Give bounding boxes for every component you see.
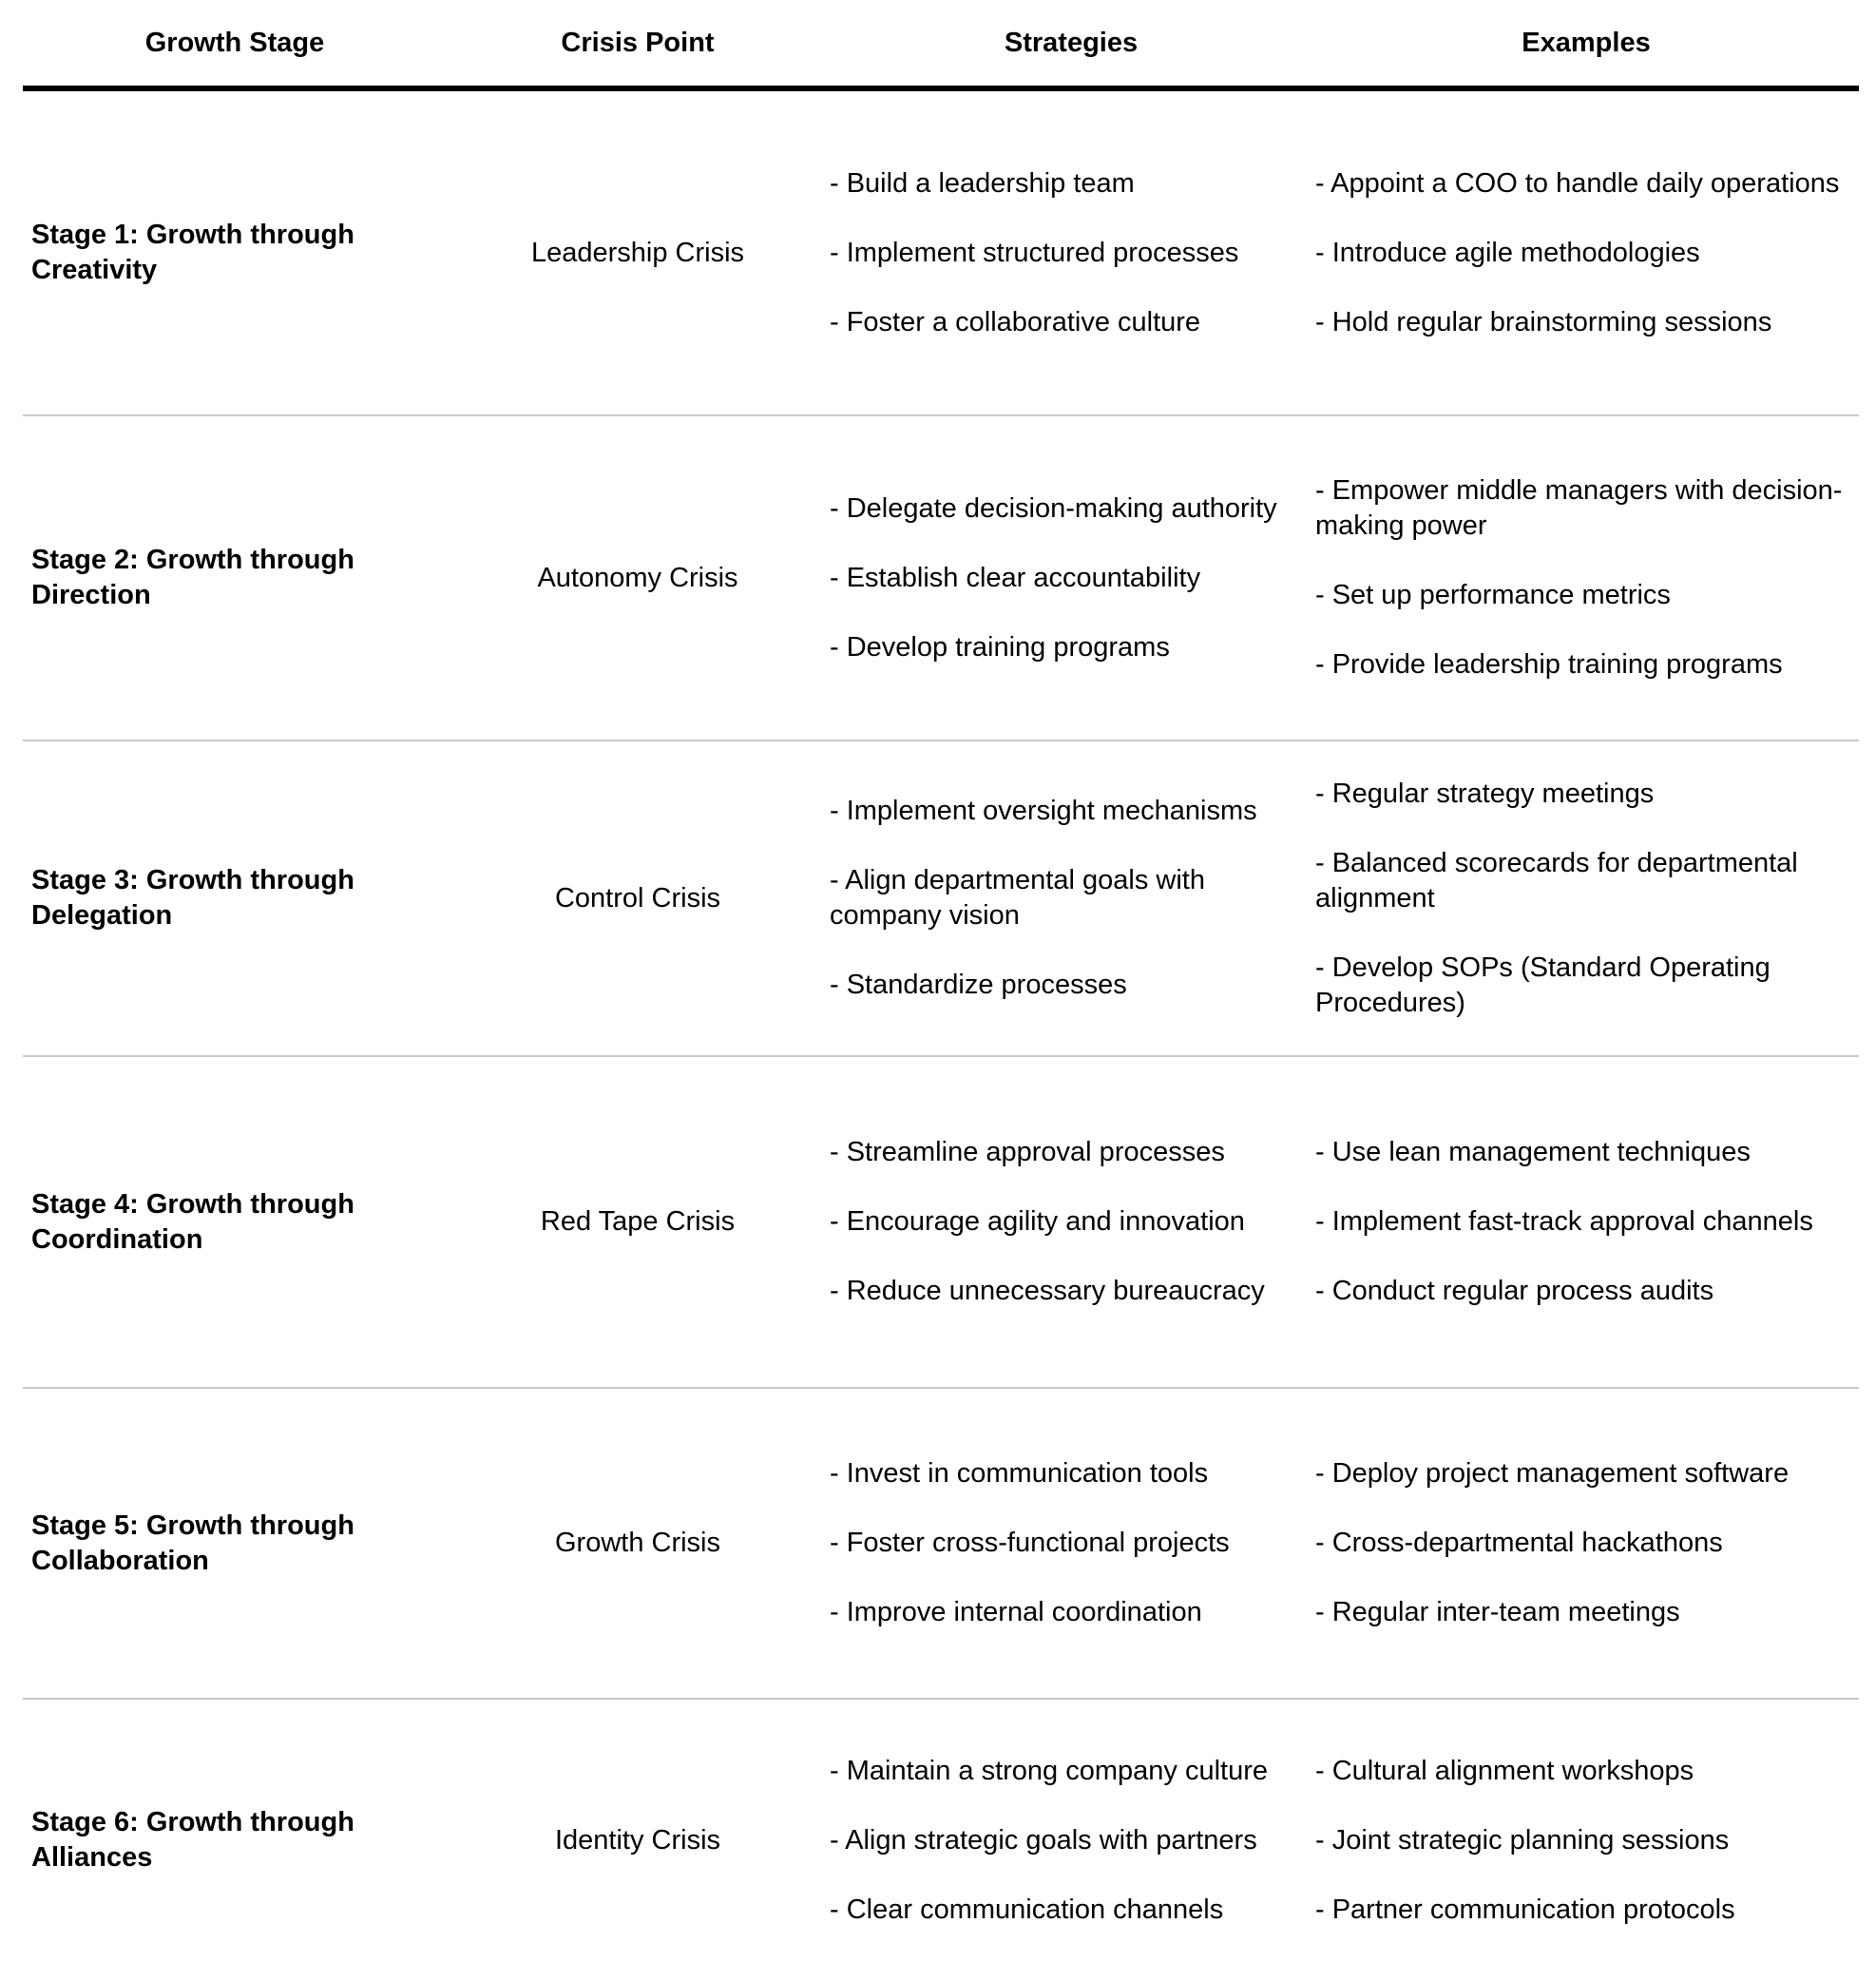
example-item: - Regular inter-team meetings [1315,1597,1680,1627]
growth-stage-cell: Stage 1: Growth through Creativity [31,220,354,285]
strategy-item: - Maintain a strong company culture [830,1755,1268,1786]
example-item: - Hold regular brainstorming sessions [1315,306,1772,337]
strategies-cell [829,1754,1313,1928]
example-item: - Deploy project management software [1315,1458,1790,1489]
table-row [23,91,1859,416]
example-item: - Regular strategy meetings [1315,778,1655,809]
table-row [23,1389,1859,1700]
examples-cell [1313,1456,1859,1630]
table-row [23,1057,1859,1389]
strategy-item: - Develop training programs [830,631,1170,663]
growth-stages-table [23,0,1859,1981]
example-item: - Cross-departmental hackathons [1315,1528,1723,1558]
strategy-item: - Encourage agility and innovation [830,1206,1245,1237]
growth-stage-cell: Stage 5: Growth through Collaboration [31,1510,354,1576]
strategy-item: - Foster a collaborative culture [830,306,1201,337]
example-item: - Balanced scorecards for departmental alignment [1315,847,1798,914]
growth-stage-cell: Stage 3: Growth through Delegation [31,865,354,931]
strategy-item: - Reduce unnecessary bureaucracy [830,1276,1265,1306]
example-item: - Partner communication protocols [1315,1894,1735,1925]
strategy-item: - Delegate decision-making authority [830,492,1277,524]
table-row [23,741,1859,1057]
strategy-item: - Invest in communication tools [830,1458,1209,1489]
strategy-item: - Build a leadership team [830,167,1135,199]
strategies-cell [829,1135,1313,1309]
crisis-point-cell: Autonomy Crisis [537,562,738,593]
table-row [23,1700,1859,1981]
examples-cell [1313,166,1859,340]
growth-stage-cell: Stage 6: Growth through Alliances [31,1807,354,1873]
examples-cell [1313,1135,1859,1309]
strategy-item: - Implement structured processes [830,237,1239,268]
example-item: - Use lean management techniques [1315,1137,1751,1167]
crisis-point-cell: Red Tape Crisis [540,1206,736,1237]
crisis-point-cell: Control Crisis [554,882,721,914]
growth-stage-cell: Stage 2: Growth through Direction [31,545,354,610]
header-crisis-point: Crisis Point [561,27,715,58]
strategies-cell [829,491,1313,665]
strategy-item: - Streamline approval processes [830,1137,1225,1167]
strategy-item: - Align strategic goals with partners [830,1824,1257,1856]
strategy-item: - Align departmental goals with company vision [830,865,1205,931]
header-growth-stage: Growth Stage [144,27,325,58]
examples-cell [1313,777,1859,1021]
crisis-point-cell: Identity Crisis [554,1824,721,1856]
strategy-item: - Implement oversight mechanisms [830,796,1257,826]
example-item: - Conduct regular process audits [1315,1276,1714,1306]
strategy-item: - Establish clear accountability [830,562,1201,593]
example-item: - Joint strategic planning sessions [1315,1824,1730,1856]
growth-stage-cell: Stage 4: Growth through Coordination [31,1188,354,1255]
table-header [23,0,1859,91]
strategies-cell [829,166,1313,340]
strategy-item: - Improve internal coordination [830,1597,1202,1627]
example-item: - Set up performance metrics [1315,580,1671,610]
strategy-item: - Foster cross-functional projects [830,1528,1230,1558]
table-body [23,91,1859,1981]
strategy-item: - Standardize processes [830,970,1127,1000]
example-item: - Appoint a COO to handle daily operations [1315,167,1840,199]
example-item: - Cultural alignment workshops [1315,1755,1694,1786]
crisis-point-cell: Leadership Crisis [530,237,745,268]
example-item: - Provide leadership training programs [1315,649,1783,680]
strategies-cell [829,794,1313,1003]
example-item: - Introduce agile methodologies [1315,237,1700,268]
example-item: - Implement fast-track approval channels [1315,1206,1813,1237]
strategy-item: - Clear communication channels [830,1894,1224,1925]
header-examples: Examples [1522,27,1651,58]
crisis-point-cell: Growth Crisis [554,1528,720,1558]
header-strategies: Strategies [1004,27,1139,58]
examples-cell [1313,1754,1859,1928]
strategies-cell [829,1456,1313,1630]
examples-cell [1313,473,1859,683]
example-item: - Develop SOPs (Standard Operating Procedures) [1315,952,1771,1018]
table-row [23,416,1859,741]
example-item: - Empower middle managers with decision-making power [1315,475,1843,541]
